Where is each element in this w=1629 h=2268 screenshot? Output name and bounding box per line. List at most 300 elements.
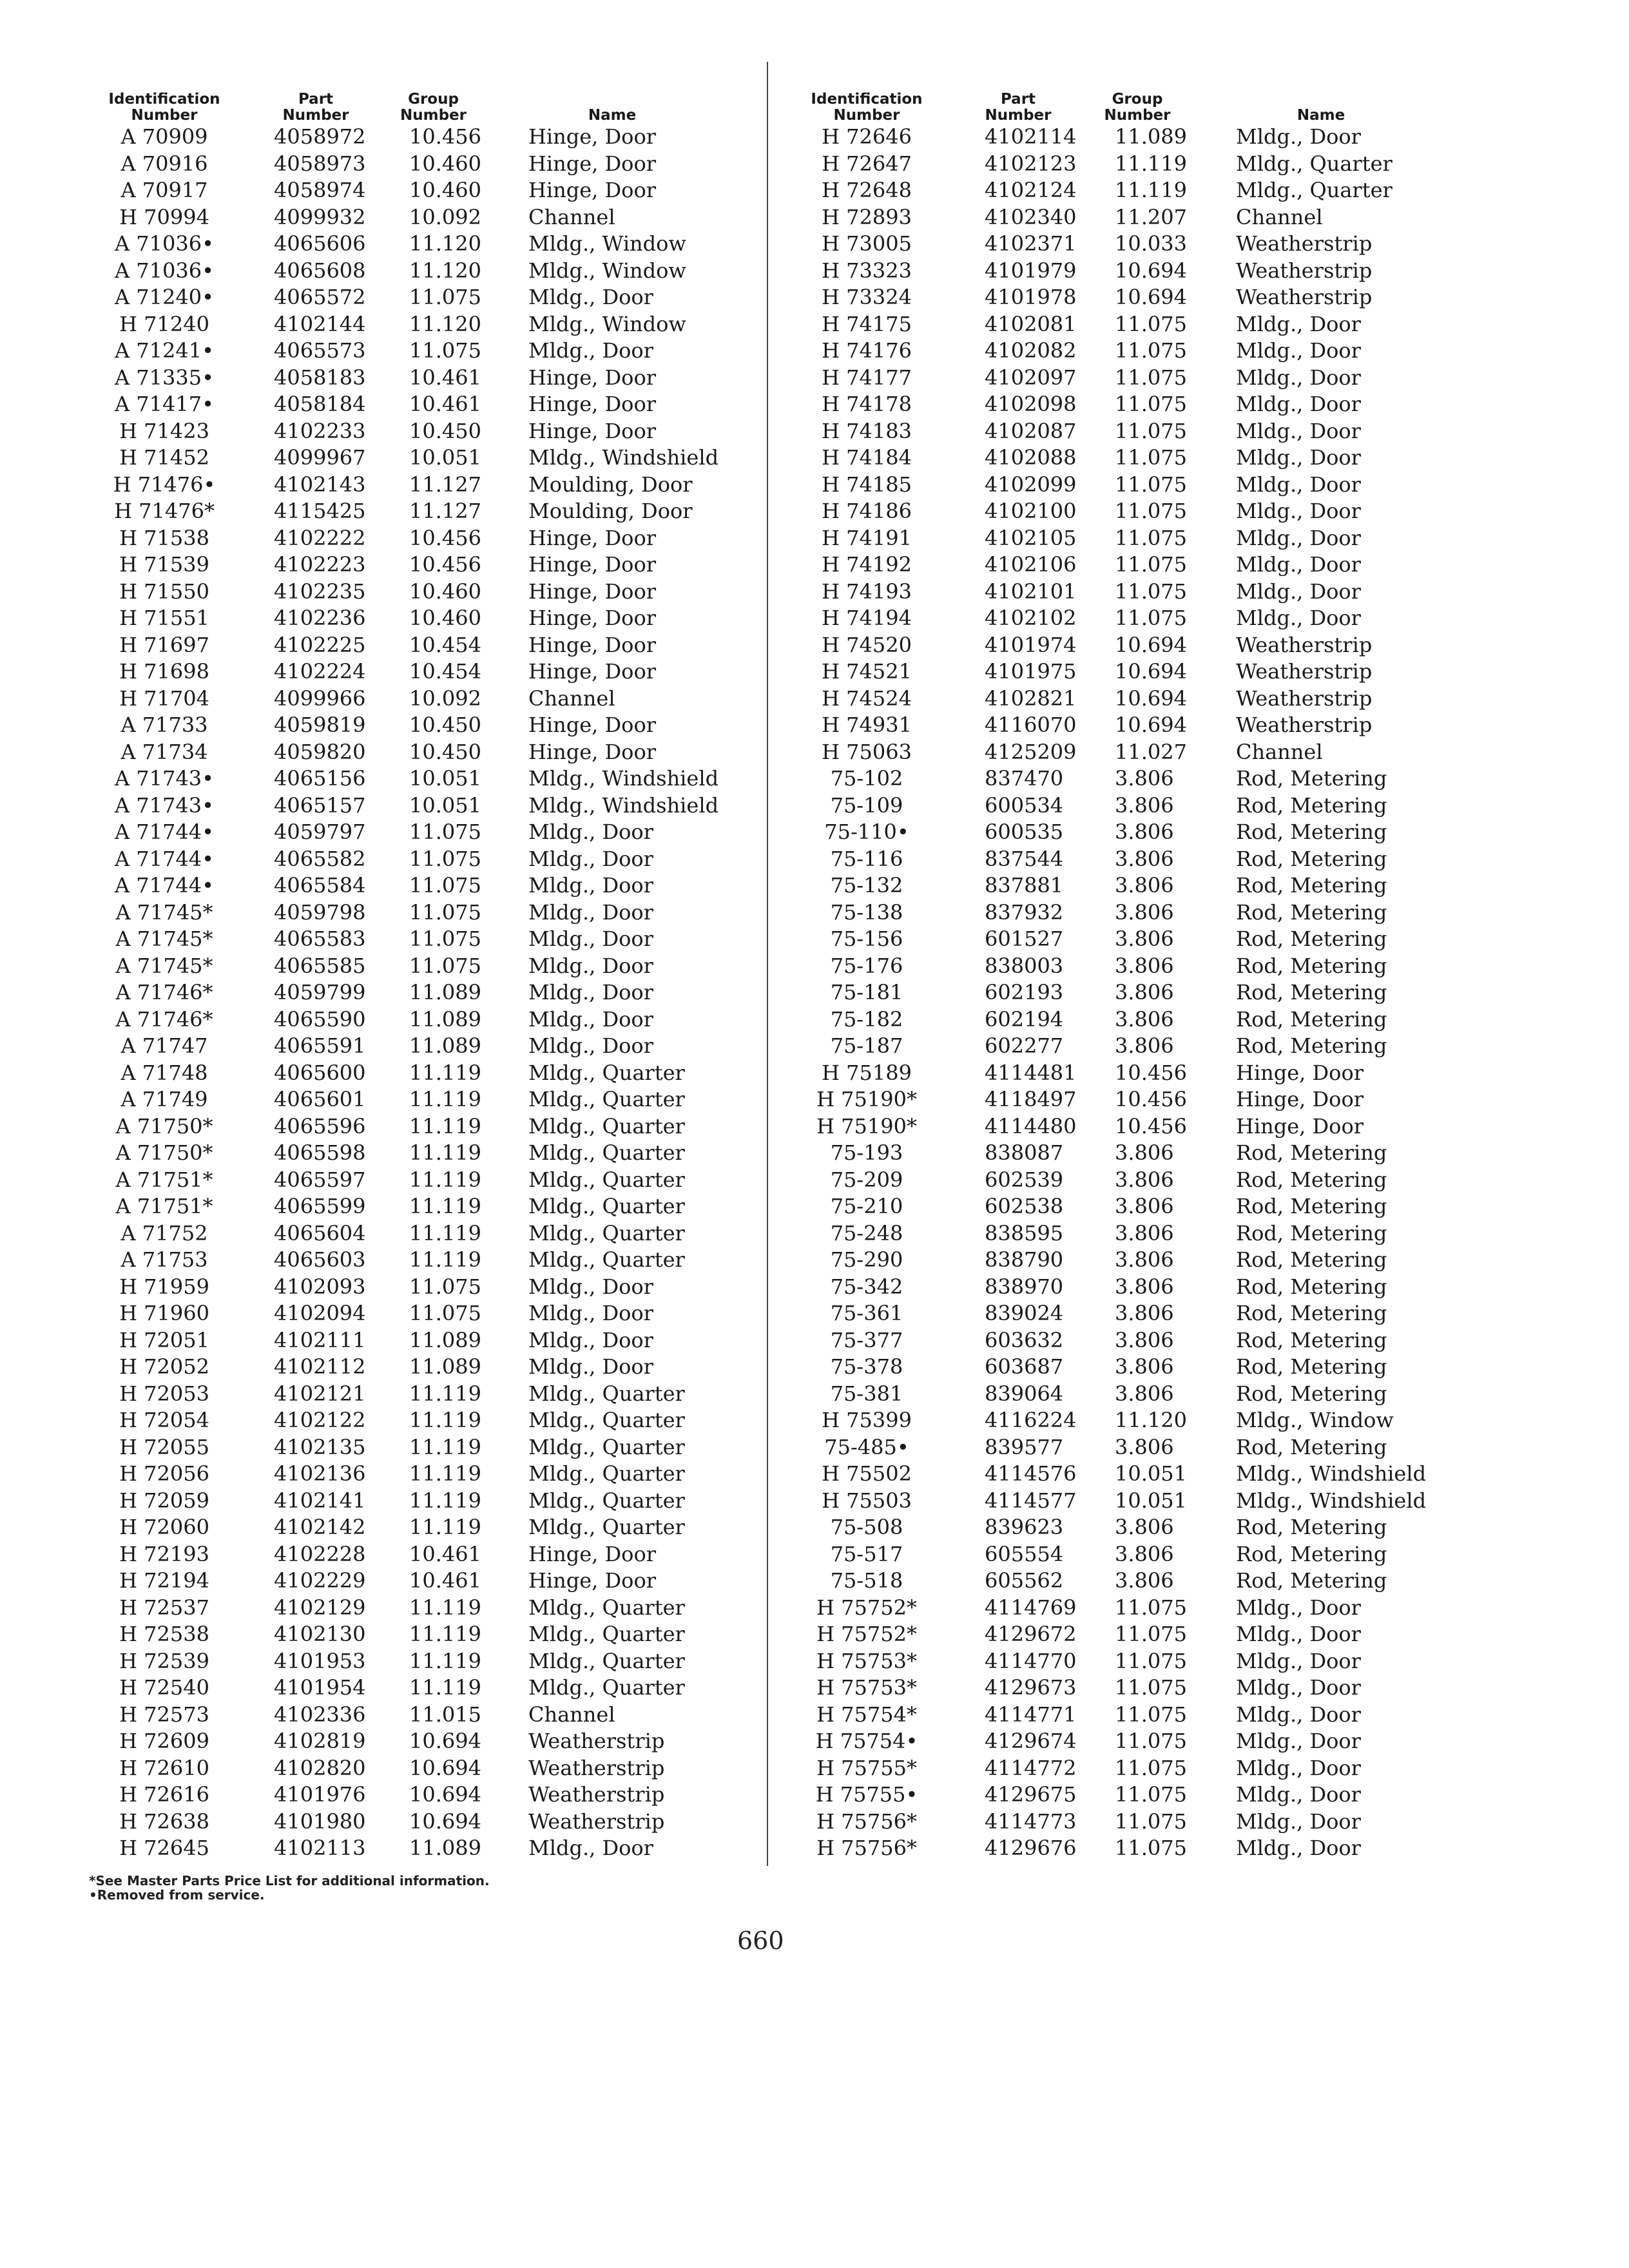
part-number-cell: 837470 xyxy=(985,766,1064,791)
name-cell: Mldg., Quarter xyxy=(528,1113,685,1139)
group-number-cell: 11.075 xyxy=(1115,606,1187,630)
group-number-cell: 11.120 xyxy=(409,258,481,283)
name-cell: Mldg., Door xyxy=(1236,525,1361,550)
identification-number-cell: H 74178 xyxy=(822,392,912,416)
part-number-cell: 4102224 xyxy=(274,659,366,684)
group-number-cell: 10.450 xyxy=(409,739,481,764)
identification-number-cell: H 72609 xyxy=(119,1729,209,1753)
part-number-cell: 837932 xyxy=(985,899,1064,925)
name-cell: Rod, Metering xyxy=(1236,1140,1387,1165)
group-number-cell: 10.694 xyxy=(1115,632,1187,657)
name-cell: Mldg., Door xyxy=(1236,1809,1361,1834)
identification-number-cell: H 75502 xyxy=(822,1461,912,1486)
identification-number-cell: H 72051 xyxy=(119,1327,209,1352)
identification-number-cell: A 71751* xyxy=(115,1167,213,1192)
name-cell: Rod, Metering xyxy=(1236,1247,1387,1272)
name-cell: Hinge, Door xyxy=(528,579,656,604)
name-cell: Mldg., Door xyxy=(1236,445,1361,470)
name-cell: Hinge, Door xyxy=(528,659,656,684)
part-number-cell: 4065599 xyxy=(274,1194,366,1218)
name-cell: Mldg., Door xyxy=(1236,124,1361,149)
part-number-cell: 4114576 xyxy=(985,1461,1077,1486)
header-identification-number: Identification Number xyxy=(811,91,923,124)
identification-number-cell: A 71036• xyxy=(115,258,214,283)
name-cell: Rod, Metering xyxy=(1236,980,1387,1004)
group-number-cell: 11.075 xyxy=(1115,392,1187,416)
part-number-cell: 837881 xyxy=(985,873,1064,898)
identification-number-cell: A 71743• xyxy=(115,766,214,791)
part-number-cell: 4102112 xyxy=(274,1354,366,1379)
name-cell: Weatherstrip xyxy=(1236,258,1373,283)
name-cell: Rod, Metering xyxy=(1236,899,1387,925)
part-number-cell: 4102124 xyxy=(985,178,1077,202)
name-cell: Mldg., Quarter xyxy=(528,1220,685,1245)
part-number-cell: 4102111 xyxy=(274,1327,366,1352)
group-number-cell: 11.075 xyxy=(409,899,481,925)
name-cell: Mldg., Quarter xyxy=(528,1515,685,1539)
name-cell: Weatherstrip xyxy=(1236,659,1373,684)
part-number-cell: 4102081 xyxy=(985,311,1077,336)
name-cell: Mldg., Door xyxy=(528,953,653,978)
group-number-cell: 11.207 xyxy=(1115,204,1187,229)
identification-number-cell: H 71476* xyxy=(114,499,215,523)
name-cell: Weatherstrip xyxy=(528,1755,665,1780)
group-number-cell: 11.075 xyxy=(1115,445,1187,470)
part-number-cell: 4058972 xyxy=(274,124,366,149)
identification-number-cell: 75-209 xyxy=(830,1167,903,1192)
part-number-cell: 4102094 xyxy=(274,1301,366,1325)
part-number-cell: 4114771 xyxy=(985,1702,1077,1727)
part-number-cell: 4059820 xyxy=(274,739,366,764)
group-number-cell: 11.127 xyxy=(409,472,481,497)
group-number-cell: 3.806 xyxy=(1115,1354,1174,1379)
identification-number-cell: A 71749 xyxy=(120,1087,208,1111)
identification-number-cell: 75-132 xyxy=(830,873,903,898)
group-number-cell: 11.089 xyxy=(409,1836,481,1860)
group-number-cell: 10.461 xyxy=(409,392,481,416)
group-number-cell: 10.450 xyxy=(409,418,481,443)
name-cell: Mldg., Window xyxy=(528,258,686,283)
part-number-cell: 4065590 xyxy=(274,1006,366,1032)
part-number-cell: 4102093 xyxy=(274,1274,366,1299)
part-number-cell: 4099932 xyxy=(274,204,366,229)
name-cell: Rod, Metering xyxy=(1236,1194,1387,1218)
group-number-cell: 11.120 xyxy=(409,231,481,256)
group-number-cell: 3.806 xyxy=(1115,899,1174,925)
footnote-asterisk: *See Master Parts Price List for additional information. xyxy=(89,1873,490,1888)
part-number-cell: 603632 xyxy=(985,1327,1064,1352)
name-cell: Mldg., Door xyxy=(528,1354,653,1379)
part-number-cell: 4065157 xyxy=(274,793,366,818)
identification-number-cell: H 75756* xyxy=(816,1836,917,1860)
identification-number-cell: 75-361 xyxy=(830,1301,903,1325)
identification-number-cell: H 75190* xyxy=(816,1113,917,1139)
group-number-cell: 11.119 xyxy=(409,1087,481,1111)
part-number-cell: 4101979 xyxy=(985,258,1077,283)
group-number-cell: 11.119 xyxy=(409,1167,481,1192)
group-number-cell: 11.089 xyxy=(409,1033,481,1058)
identification-number-cell: A 71750* xyxy=(115,1140,213,1165)
identification-number-cell: H 74194 xyxy=(822,606,912,630)
group-number-cell: 11.075 xyxy=(1115,499,1187,523)
name-cell: Channel xyxy=(528,204,615,229)
identification-number-cell: H 75755* xyxy=(816,1755,917,1780)
name-cell: Mldg., Quarter xyxy=(528,1060,685,1085)
part-number-cell: 4059799 xyxy=(274,980,366,1004)
name-cell: Channel xyxy=(1236,739,1323,764)
part-number-cell: 4102121 xyxy=(274,1381,366,1406)
group-number-cell: 10.456 xyxy=(409,525,481,550)
identification-number-cell: 75-518 xyxy=(830,1568,903,1593)
header-identification-number: Identification Number xyxy=(108,91,220,124)
part-number-cell: 838087 xyxy=(985,1140,1064,1165)
identification-number-cell: H 71539 xyxy=(119,552,209,577)
part-number-cell: 4102222 xyxy=(274,525,366,550)
name-cell: Moulding, Door xyxy=(528,472,693,497)
page-number: 660 xyxy=(737,1927,784,1955)
group-number-cell: 3.806 xyxy=(1115,927,1174,951)
identification-number-cell: H 72539 xyxy=(119,1648,209,1673)
name-cell: Mldg., Door xyxy=(1236,392,1361,416)
part-number-cell: 4102100 xyxy=(985,499,1077,523)
name-cell: Hinge, Door xyxy=(528,525,656,550)
identification-number-cell: H 75756* xyxy=(816,1809,917,1834)
identification-number-cell: 75-377 xyxy=(830,1327,903,1352)
name-cell: Mldg., Windshield xyxy=(1236,1461,1427,1486)
identification-number-cell: H 72056 xyxy=(119,1461,209,1486)
identification-number-cell: A 71753 xyxy=(120,1247,208,1272)
group-number-cell: 11.075 xyxy=(1115,1648,1187,1673)
part-number-cell: 4058183 xyxy=(274,365,366,390)
identification-number-cell: H 72645 xyxy=(119,1836,209,1860)
part-number-cell: 838790 xyxy=(985,1247,1064,1272)
group-number-cell: 10.454 xyxy=(409,659,481,684)
identification-number-cell: 75-138 xyxy=(830,899,903,925)
name-cell: Mldg., Door xyxy=(528,927,653,951)
identification-number-cell: H 72055 xyxy=(119,1434,209,1459)
name-cell: Hinge, Door xyxy=(528,606,656,630)
name-cell: Weatherstrip xyxy=(528,1782,665,1807)
identification-number-cell: A 71744• xyxy=(115,820,214,844)
name-cell: Weatherstrip xyxy=(1236,713,1373,737)
identification-number-cell: H 73005 xyxy=(822,231,912,256)
identification-number-cell: 75-156 xyxy=(830,927,903,951)
group-number-cell: 11.119 xyxy=(409,1434,481,1459)
group-number-cell: 11.075 xyxy=(1115,1836,1187,1860)
part-number-cell: 4114577 xyxy=(985,1488,1077,1513)
part-number-cell: 4102340 xyxy=(985,204,1077,229)
name-cell: Mldg., Door xyxy=(528,1274,653,1299)
group-number-cell: 11.075 xyxy=(409,820,481,844)
group-number-cell: 10.051 xyxy=(1115,1461,1187,1486)
name-cell: Hinge, Door xyxy=(528,1541,656,1566)
group-number-cell: 10.461 xyxy=(409,1541,481,1566)
name-cell: Mldg., Quarter xyxy=(528,1675,685,1700)
part-number-cell: 4114770 xyxy=(985,1648,1077,1673)
identification-number-cell: H 72638 xyxy=(119,1809,209,1834)
name-cell: Mldg., Quarter xyxy=(528,1622,685,1646)
identification-number-cell: H 75063 xyxy=(822,739,912,764)
group-number-cell: 10.694 xyxy=(409,1782,481,1807)
name-cell: Mldg., Door xyxy=(1236,1622,1361,1646)
name-cell: Mldg., Door xyxy=(1236,472,1361,497)
identification-number-cell: A 71417• xyxy=(115,392,214,416)
identification-number-cell: A 71750* xyxy=(115,1113,213,1139)
part-number-cell: 4102114 xyxy=(985,124,1077,149)
identification-number-cell: A 71744• xyxy=(115,873,214,898)
part-number-cell: 4102088 xyxy=(985,445,1077,470)
identification-number-cell: H 71959 xyxy=(119,1274,209,1299)
part-number-cell: 4065585 xyxy=(274,953,366,978)
group-number-cell: 10.033 xyxy=(1115,231,1187,256)
part-number-cell: 4102141 xyxy=(274,1488,366,1513)
name-cell: Weatherstrip xyxy=(1236,686,1373,711)
part-number-cell: 4101953 xyxy=(274,1648,366,1673)
identification-number-cell: H 73324 xyxy=(822,285,912,309)
part-number-cell: 4065582 xyxy=(274,846,366,871)
part-number-cell: 4065603 xyxy=(274,1247,366,1272)
name-cell: Rod, Metering xyxy=(1236,846,1387,871)
group-number-cell: 10.694 xyxy=(1115,285,1187,309)
part-number-cell: 601527 xyxy=(985,927,1064,951)
identification-number-cell: H 74193 xyxy=(822,579,912,604)
name-cell: Hinge, Door xyxy=(528,418,656,443)
identification-number-cell: 75-378 xyxy=(830,1354,903,1379)
part-number-cell: 839024 xyxy=(985,1301,1064,1325)
part-number-cell: 4065598 xyxy=(274,1140,366,1165)
name-cell: Mldg., Door xyxy=(528,873,653,898)
name-cell: Rod, Metering xyxy=(1236,1301,1387,1325)
name-cell: Rod, Metering xyxy=(1236,1354,1387,1379)
part-number-cell: 4114769 xyxy=(985,1595,1077,1620)
identification-number-cell: A 71747 xyxy=(120,1033,208,1058)
identification-number-cell: H 71960 xyxy=(119,1301,209,1325)
group-number-cell: 3.806 xyxy=(1115,766,1174,791)
name-cell: Mldg., Quarter xyxy=(528,1087,685,1111)
part-number-cell: 4058184 xyxy=(274,392,366,416)
group-number-cell: 11.075 xyxy=(409,953,481,978)
group-number-cell: 11.119 xyxy=(409,1220,481,1245)
name-cell: Mldg., Quarter xyxy=(528,1488,685,1513)
part-number-cell: 4114480 xyxy=(985,1113,1077,1139)
identification-number-cell: H 72616 xyxy=(119,1782,209,1807)
part-number-cell: 4099967 xyxy=(274,445,366,470)
group-number-cell: 11.075 xyxy=(1115,1675,1187,1700)
name-cell: Mldg., Windshield xyxy=(1236,1488,1427,1513)
identification-number-cell: H 75755• xyxy=(815,1782,918,1807)
name-cell: Hinge, Door xyxy=(1236,1087,1364,1111)
part-number-cell: 4101978 xyxy=(985,285,1077,309)
part-number-cell: 839623 xyxy=(985,1515,1064,1539)
part-number-cell: 838003 xyxy=(985,953,1064,978)
identification-number-cell: H 72060 xyxy=(119,1515,209,1539)
name-cell: Mldg., Quarter xyxy=(528,1648,685,1673)
group-number-cell: 10.460 xyxy=(409,579,481,604)
identification-number-cell: A 71240• xyxy=(115,285,214,309)
part-number-cell: 4102236 xyxy=(274,606,366,630)
part-number-cell: 4102105 xyxy=(985,525,1077,550)
identification-number-cell: H 70994 xyxy=(119,204,209,229)
name-cell: Hinge, Door xyxy=(528,739,656,764)
identification-number-cell: A 70916 xyxy=(120,151,208,176)
group-number-cell: 11.119 xyxy=(409,1488,481,1513)
identification-number-cell: H 74186 xyxy=(822,499,912,523)
group-number-cell: 3.806 xyxy=(1115,1033,1174,1058)
group-number-cell: 11.015 xyxy=(409,1702,481,1727)
group-number-cell: 10.456 xyxy=(1115,1113,1187,1139)
group-number-cell: 3.806 xyxy=(1115,1006,1174,1032)
part-number-cell: 4065156 xyxy=(274,766,366,791)
group-number-cell: 10.460 xyxy=(409,606,481,630)
name-cell: Rod, Metering xyxy=(1236,1274,1387,1299)
group-number-cell: 11.075 xyxy=(1115,525,1187,550)
group-number-cell: 10.092 xyxy=(409,686,481,711)
group-number-cell: 10.694 xyxy=(409,1729,481,1753)
name-cell: Mldg., Door xyxy=(1236,499,1361,523)
name-cell: Mldg., Window xyxy=(1236,1408,1394,1432)
part-number-cell: 4065608 xyxy=(274,258,366,283)
part-number-cell: 4101975 xyxy=(985,659,1077,684)
identification-number-cell: H 75503 xyxy=(822,1488,912,1513)
identification-number-cell: H 72540 xyxy=(119,1675,209,1700)
group-number-cell: 10.694 xyxy=(1115,258,1187,283)
identification-number-cell: H 72573 xyxy=(119,1702,209,1727)
group-number-cell: 11.119 xyxy=(409,1140,481,1165)
identification-number-cell: 75-248 xyxy=(830,1220,903,1245)
group-number-cell: 11.119 xyxy=(409,1408,481,1432)
part-number-cell: 4129675 xyxy=(985,1782,1077,1807)
identification-number-cell: 75-176 xyxy=(830,953,903,978)
part-number-cell: 4065601 xyxy=(274,1087,366,1111)
part-number-cell: 4102098 xyxy=(985,392,1077,416)
group-number-cell: 10.694 xyxy=(409,1755,481,1780)
name-cell: Weatherstrip xyxy=(1236,231,1373,256)
identification-number-cell: 75-102 xyxy=(830,766,903,791)
part-number-cell: 4114773 xyxy=(985,1809,1077,1834)
name-cell: Mldg., Quarter xyxy=(1236,151,1393,176)
group-number-cell: 11.127 xyxy=(409,499,481,523)
part-number-cell: 4101976 xyxy=(274,1782,366,1807)
identification-number-cell: H 74185 xyxy=(822,472,912,497)
name-cell: Mldg., Door xyxy=(528,820,653,844)
group-number-cell: 11.119 xyxy=(409,1675,481,1700)
part-number-cell: 4129672 xyxy=(985,1622,1077,1646)
identification-number-cell: 75-290 xyxy=(830,1247,903,1272)
identification-number-cell: A 71752 xyxy=(120,1220,208,1245)
part-number-cell: 4102233 xyxy=(274,418,366,443)
name-cell: Mldg., Door xyxy=(528,338,653,363)
group-number-cell: 3.806 xyxy=(1115,953,1174,978)
part-number-cell: 602194 xyxy=(985,1006,1064,1032)
part-number-cell: 4102113 xyxy=(274,1836,366,1860)
name-cell: Hinge, Door xyxy=(528,713,656,737)
group-number-cell: 11.075 xyxy=(1115,579,1187,604)
name-cell: Channel xyxy=(1236,204,1323,229)
group-number-cell: 3.806 xyxy=(1115,1274,1174,1299)
header-group-number: Group Number xyxy=(400,91,467,124)
group-number-cell: 10.456 xyxy=(1115,1060,1187,1085)
name-cell: Mldg., Door xyxy=(1236,1729,1361,1753)
name-cell: Hinge, Door xyxy=(528,151,656,176)
part-number-cell: 4118497 xyxy=(985,1087,1077,1111)
name-cell: Mldg., Quarter xyxy=(528,1434,685,1459)
group-number-cell: 11.075 xyxy=(409,873,481,898)
part-number-cell: 4102819 xyxy=(274,1729,366,1753)
part-number-cell: 4116224 xyxy=(985,1408,1077,1432)
name-cell: Channel xyxy=(528,1702,615,1727)
group-number-cell: 11.075 xyxy=(409,285,481,309)
identification-number-cell: 75-109 xyxy=(830,793,903,818)
name-cell: Hinge, Door xyxy=(1236,1113,1364,1139)
identification-number-cell: H 71698 xyxy=(119,659,209,684)
group-number-cell: 11.120 xyxy=(409,311,481,336)
group-number-cell: 3.806 xyxy=(1115,980,1174,1004)
group-number-cell: 3.806 xyxy=(1115,873,1174,898)
group-number-cell: 3.806 xyxy=(1115,1167,1174,1192)
name-cell: Mldg., Quarter xyxy=(528,1461,685,1486)
identification-number-cell: A 71745* xyxy=(115,927,213,951)
group-number-cell: 10.461 xyxy=(409,1568,481,1593)
part-number-cell: 4065584 xyxy=(274,873,366,898)
identification-number-cell: 75-508 xyxy=(830,1515,903,1539)
identification-number-cell: H 71704 xyxy=(119,686,209,711)
identification-number-cell: H 72537 xyxy=(119,1595,209,1620)
name-cell: Mldg., Door xyxy=(528,1006,653,1032)
name-cell: Hinge, Door xyxy=(528,632,656,657)
identification-number-cell: H 72059 xyxy=(119,1488,209,1513)
group-number-cell: 10.694 xyxy=(409,1809,481,1834)
part-number-cell: 4115425 xyxy=(274,499,366,523)
identification-number-cell: 75-187 xyxy=(830,1033,903,1058)
identification-number-cell: A 71745* xyxy=(115,899,213,925)
group-number-cell: 10.051 xyxy=(1115,1488,1187,1513)
part-number-cell: 4114772 xyxy=(985,1755,1077,1780)
group-number-cell: 11.119 xyxy=(409,1648,481,1673)
name-cell: Weatherstrip xyxy=(1236,285,1373,309)
group-number-cell: 3.806 xyxy=(1115,820,1174,844)
part-number-cell: 4058973 xyxy=(274,151,366,176)
group-number-cell: 11.075 xyxy=(1115,1809,1187,1834)
identification-number-cell: H 74520 xyxy=(822,632,912,657)
group-number-cell: 10.454 xyxy=(409,632,481,657)
part-number-cell: 4102336 xyxy=(274,1702,366,1727)
identification-number-cell: H 71550 xyxy=(119,579,209,604)
name-cell: Mldg., Door xyxy=(1236,365,1361,390)
name-cell: Channel xyxy=(528,686,615,711)
part-number-cell: 4058974 xyxy=(274,178,366,202)
name-cell: Mldg., Door xyxy=(1236,338,1361,363)
group-number-cell: 3.806 xyxy=(1115,1381,1174,1406)
group-number-cell: 10.694 xyxy=(1115,659,1187,684)
part-number-cell: 4099966 xyxy=(274,686,366,711)
part-number-cell: 4065604 xyxy=(274,1220,366,1245)
identification-number-cell: H 73323 xyxy=(822,258,912,283)
identification-number-cell: H 75754* xyxy=(816,1702,917,1727)
part-number-cell: 4065597 xyxy=(274,1167,366,1192)
identification-number-cell: H 71697 xyxy=(119,632,209,657)
group-number-cell: 10.460 xyxy=(409,151,481,176)
identification-number-cell: H 74192 xyxy=(822,552,912,577)
identification-number-cell: A 71733 xyxy=(120,713,208,737)
group-number-cell: 10.092 xyxy=(409,204,481,229)
header-name: Name xyxy=(588,107,637,124)
group-number-cell: 11.089 xyxy=(1115,124,1187,149)
part-number-cell: 4102229 xyxy=(274,1568,366,1593)
part-number-cell: 4102371 xyxy=(985,231,1077,256)
identification-number-cell: 75-110• xyxy=(824,820,909,844)
footnotes xyxy=(89,1874,490,1902)
name-cell: Mldg., Window xyxy=(528,231,686,256)
